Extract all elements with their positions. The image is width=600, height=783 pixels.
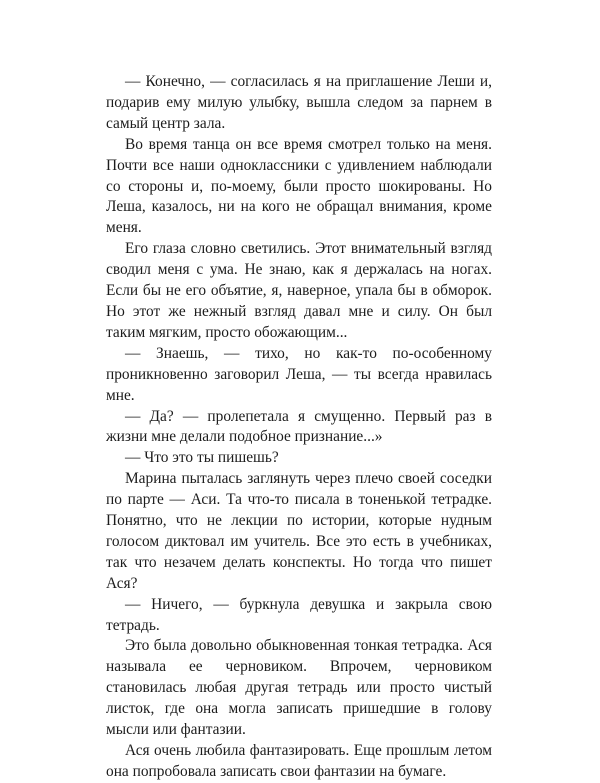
paragraph: — Ничего, — буркнула девушка и закрыла свою тетрадь. xyxy=(106,595,492,634)
paragraph: — Знаешь, — тихо, но как-то по-особенному проникновенно заговорил Леша, — ты всегда нравилась мне. xyxy=(106,344,492,404)
paragraph: Во время танца он все время смотрел только на меня. Почти все наши одноклассники с удивлением наблюдали со стороны и, по-моему, были просто шокированы. Но Леша, казалось, ни на кого не обращал внимания, кроме меня. xyxy=(106,135,492,237)
paragraph: Ася очень любила фантазировать. Еще прошлым летом она попробовала записать свои фантазии на бумаге. xyxy=(106,742,492,780)
page-text xyxy=(106,72,492,783)
paragraph: Марина пыталась заглянуть через плечо своей соседки по парте — Аси. Та что-то писала в тоненькой тетрадке. Понятно, что не лекции по истории, которые нудным голосом диктовал им учитель. Все это есть в учебниках, так что незачем делать конспекты. Но тогда что пишет Ася? xyxy=(106,470,492,592)
paragraph: Это была довольно обыкновенная тонкая тетрадка. Ася называла ее черновиком. Впрочем, черновиком становилась любая другая тетрадь или просто чистый листок, где она могла записать пришедшие в голову мысли или фантазии. xyxy=(106,637,492,739)
paragraph: — Что это ты пишешь? xyxy=(125,449,279,467)
paragraph: — Конечно, — согласилась я на приглашение Леши и, подарив ему милую улыбку, вышла следом за парнем в самый центр зала. xyxy=(106,73,492,132)
paragraph: — Да? — пролепетала я смущенно. Первый раз в жизни мне делали подобное признание...» xyxy=(106,407,492,446)
paragraph: Его глаза словно светились. Этот внимательный взгляд сводил меня с ума. Не знаю, как я держалась на ногах. Если бы не его объятие, я, наверное, упала бы в обморок. Но этот же нежный взгляд давал мне и силу. Он был таким мягким, просто обожающим... xyxy=(106,240,492,341)
